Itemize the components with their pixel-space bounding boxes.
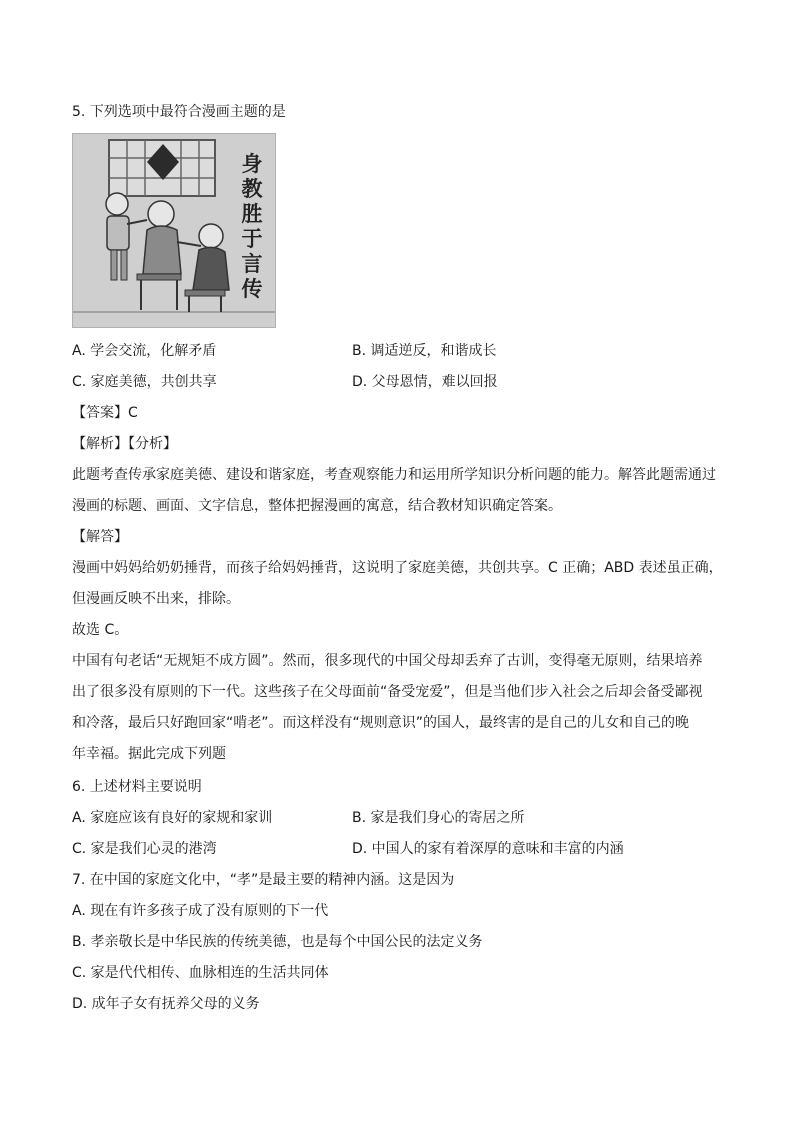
q7-option-c: C. 家是代代相传、血脉相连的生活共同体 xyxy=(72,965,329,981)
q5-options-row-1 xyxy=(72,341,722,361)
q6-options-row-1 xyxy=(72,808,722,828)
q7-option-b: B. 孝亲敬长是中华民族的传统美德，也是每个中国公民的法定义务 xyxy=(72,934,483,950)
q6-option-c: C. 家是我们心灵的港湾 xyxy=(72,841,217,857)
q7-stem: 7. 在中国的家庭文化中，“孝”是最主要的精神内涵。这是因为 xyxy=(72,872,455,888)
q6-option-a: A. 家庭应该有良好的家规和家训 xyxy=(72,810,273,826)
q7-option-d: D. 成年子女有抚养父母的义务 xyxy=(72,996,260,1012)
cartoon-caption: 身教胜于言传 xyxy=(241,152,263,301)
material-line-4: 年幸福。据此完成下列题 xyxy=(72,746,226,762)
q5-option-b: B. 调适逆反，和谐成长 xyxy=(352,343,497,359)
material-line-1: 中国有句老话“无规矩不成方圆”。然而，很多现代的中国父母却丢弃了古训，变得毫无原则，结果培养 xyxy=(72,653,703,669)
q5-analysis-line-1: 此题考查传承家庭美德、建设和谐家庭，考查观察能力和运用所学知识分析问题的能力。解答此题需通过 xyxy=(72,467,716,483)
q5-analysis-header: 【解析】【分析】 xyxy=(72,436,177,452)
q5-answer: 【答案】C xyxy=(72,405,138,421)
q5-solution-header: 【解答】 xyxy=(72,529,128,545)
q5-conclusion: 故选 C。 xyxy=(72,622,129,638)
q6-option-d: D. 中国人的家有着深厚的意味和丰富的内涵 xyxy=(352,841,624,857)
q5-option-d: D. 父母恩情，难以回报 xyxy=(352,374,498,390)
q5-analysis-line-2: 漫画的标题、画面、文字信息，整体把握漫画的寓意，结合教材知识确定答案。 xyxy=(72,498,562,514)
material-line-2: 出了很多没有原则的下一代。这些孩子在父母面前“备受宠爱”，但是当他们步入社会之后却会备受鄙视 xyxy=(72,684,703,700)
material-line-3: 和冷落，最后只好跑回家“啃老”。而这样没有“规则意识”的国人，最终害的是自己的儿女和自己的晚 xyxy=(72,715,690,731)
q5-solution-line-2: 但漫画反映不出来，排除。 xyxy=(72,591,240,607)
q7-option-a: A. 现在有许多孩子成了没有原则的下一代 xyxy=(72,903,329,919)
q6-stem: 6. 上述材料主要说明 xyxy=(72,779,202,795)
q5-option-c: C. 家庭美德，共创共享 xyxy=(72,374,217,390)
q5-stem: 5. 下列选项中最符合漫画主题的是 xyxy=(72,104,286,120)
cartoon-image xyxy=(72,133,276,328)
q5-option-a: A. 学会交流，化解矛盾 xyxy=(72,343,217,359)
q6-option-b: B. 家是我们身心的寄居之所 xyxy=(352,810,525,826)
q6-options-row-2 xyxy=(72,839,722,859)
q5-options-row-2 xyxy=(72,372,722,392)
q5-solution-line-1: 漫画中妈妈给奶奶捶背，而孩子给妈妈捶背，这说明了家庭美德，共创共享。C 正确；ABD 表述虽正确， xyxy=(72,560,723,576)
